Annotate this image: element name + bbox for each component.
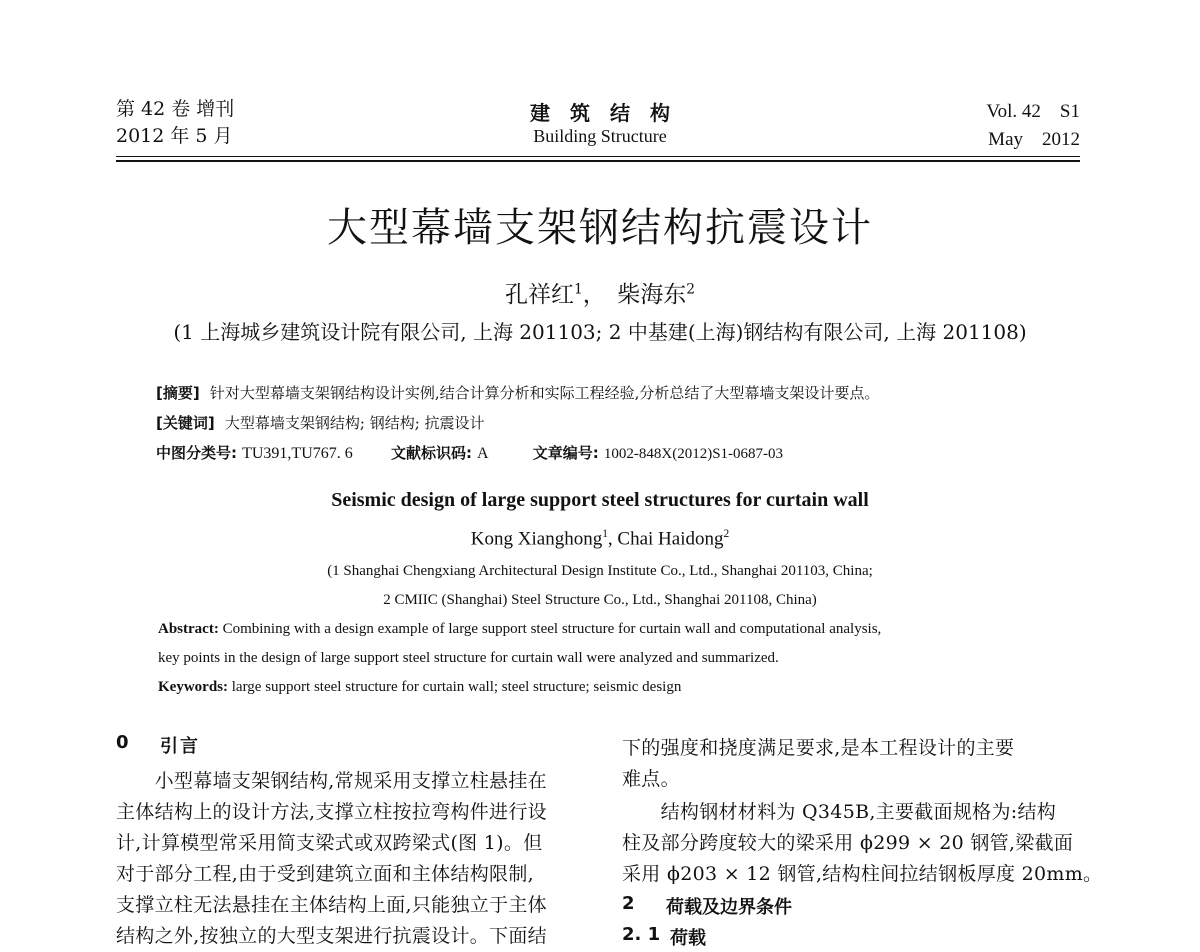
section-0-number: 0 xyxy=(116,732,129,753)
body-right-line-2: 难点。 xyxy=(622,768,680,790)
section-2-number: 2 xyxy=(622,893,635,914)
abstract-text-en-1: Combining with a design example of large support steel structure for curtain wall and computational analysis, xyxy=(222,621,882,637)
author-1-affil-mark: 1 xyxy=(573,281,583,298)
article-no-label: 文章编号: xyxy=(532,444,599,462)
header-rule-bottom xyxy=(116,160,1080,162)
body-left-line-6: 结构之外,按独立的大型支架进行抗震设计。下面结 xyxy=(116,925,547,947)
header-volume-cn: 第 42 卷 增刊 xyxy=(116,98,235,120)
body-right-line-1: 下的强度和挠度满足要求,是本工程设计的主要 xyxy=(622,737,1015,759)
body-left-line-3: 计,计算模型常采用简支梁式或双跨梁式(图 1)。但 xyxy=(116,832,543,854)
clc-value: TU391,TU767. 6 xyxy=(242,445,353,462)
keywords-text-en: large support steel structure for curtain wall; steel structure; seismic design xyxy=(231,679,682,695)
author-separator-en: , xyxy=(607,528,618,550)
classification-line xyxy=(156,442,783,465)
doc-code-value: A xyxy=(477,445,489,462)
author-1-en-affil-mark: 1 xyxy=(602,528,608,540)
section-2-1-number: 2. 1 xyxy=(622,924,661,945)
header-date-cn: 2012 年 5 月 xyxy=(116,125,233,147)
author-2-cn: 柴海东 xyxy=(617,282,687,308)
authors-en xyxy=(0,528,1200,550)
keywords-label-cn: [关键词] xyxy=(156,414,215,432)
body-left-line-4: 对于部分工程,由于受到建筑立面和主体结构限制, xyxy=(116,863,534,885)
section-0-title: 引言 xyxy=(160,736,200,757)
paper-title-cn: 大型幕墙支架钢结构抗震设计 xyxy=(327,205,873,251)
doc-code-label: 文献标识码: xyxy=(390,444,472,462)
author-2-en: Chai Haidong xyxy=(617,528,724,550)
author-separator: ， xyxy=(582,282,618,308)
affiliation-cn: (1 上海城乡建筑设计院有限公司, 上海 201103; 2 中基建(上海)钢结构有限公司, 上海 201108) xyxy=(173,320,1027,344)
section-2-1-title: 荷载 xyxy=(670,928,706,949)
body-left-line-2: 主体结构上的设计方法,支撑立柱按拉弯构件进行设 xyxy=(116,801,547,823)
body-right-line-5: 采用 ϕ203 × 12 钢管,结构柱间拉结钢板厚度 20mm。 xyxy=(622,863,1103,885)
section-2-title: 荷载及边界条件 xyxy=(666,897,792,918)
header-rule-top xyxy=(116,156,1080,157)
article-no-value: 1002-848X(2012)S1-0687-03 xyxy=(603,446,784,462)
abstract-text-en-2: key points in the design of large support steel structure for curtain wall were analyzed and summarized. xyxy=(158,650,779,666)
journal-name-en: Building Structure xyxy=(533,126,667,146)
clc-label: 中图分类号: xyxy=(156,444,237,462)
author-2-affil-mark: 2 xyxy=(686,281,696,298)
author-1-cn: 孔祥红 xyxy=(504,282,574,308)
keywords-en xyxy=(158,679,681,696)
abstract-label-en: Abstract: xyxy=(158,621,219,637)
affiliation-en-line1: (1 Shanghai Chengxiang Architectural Design Institute Co., Ltd., Shanghai 201103, China; xyxy=(327,563,873,579)
keywords-text-cn: 大型幕墙支架钢结构; 钢结构; 抗震设计 xyxy=(224,414,485,432)
journal-name-cn: 建 筑 结 构 xyxy=(530,101,670,125)
abstract-en-line1 xyxy=(158,621,881,638)
authors-cn xyxy=(0,276,1200,309)
abstract-label-cn: [摘要] xyxy=(156,384,200,402)
header-date-en: May 2012 xyxy=(988,129,1080,150)
paper-title-en: Seismic design of large support steel structures for curtain wall xyxy=(331,489,869,511)
body-right-line-3: 结构钢材材料为 Q345B,主要截面规格为:结构 xyxy=(622,801,1057,823)
abstract-cn xyxy=(156,382,879,404)
author-2-en-affil-mark: 2 xyxy=(723,528,730,540)
author-1-en: Kong Xianghong xyxy=(470,528,603,550)
keywords-cn xyxy=(156,412,485,434)
affiliation-en-line2: 2 CMIIC (Shanghai) Steel Structure Co., Ltd., Shanghai 201108, China) xyxy=(383,592,817,608)
body-left-line-5: 支撑立柱无法悬挂在主体结构上面,只能独立于主体 xyxy=(116,894,547,916)
keywords-label-en: Keywords: xyxy=(158,679,228,695)
body-right-line-4: 柱及部分跨度较大的梁采用 ϕ299 × 20 钢管,梁截面 xyxy=(622,832,1074,854)
abstract-text-cn: 针对大型幕墙支架钢结构设计实例,结合计算分析和实际工程经验,分析总结了大型幕墙支架设计要点。 xyxy=(209,384,880,402)
header-volume-en: Vol. 42 S1 xyxy=(986,101,1080,122)
body-left-line-1: 小型幕墙支架钢结构,常规采用支撑立柱悬挂在 xyxy=(116,770,547,792)
